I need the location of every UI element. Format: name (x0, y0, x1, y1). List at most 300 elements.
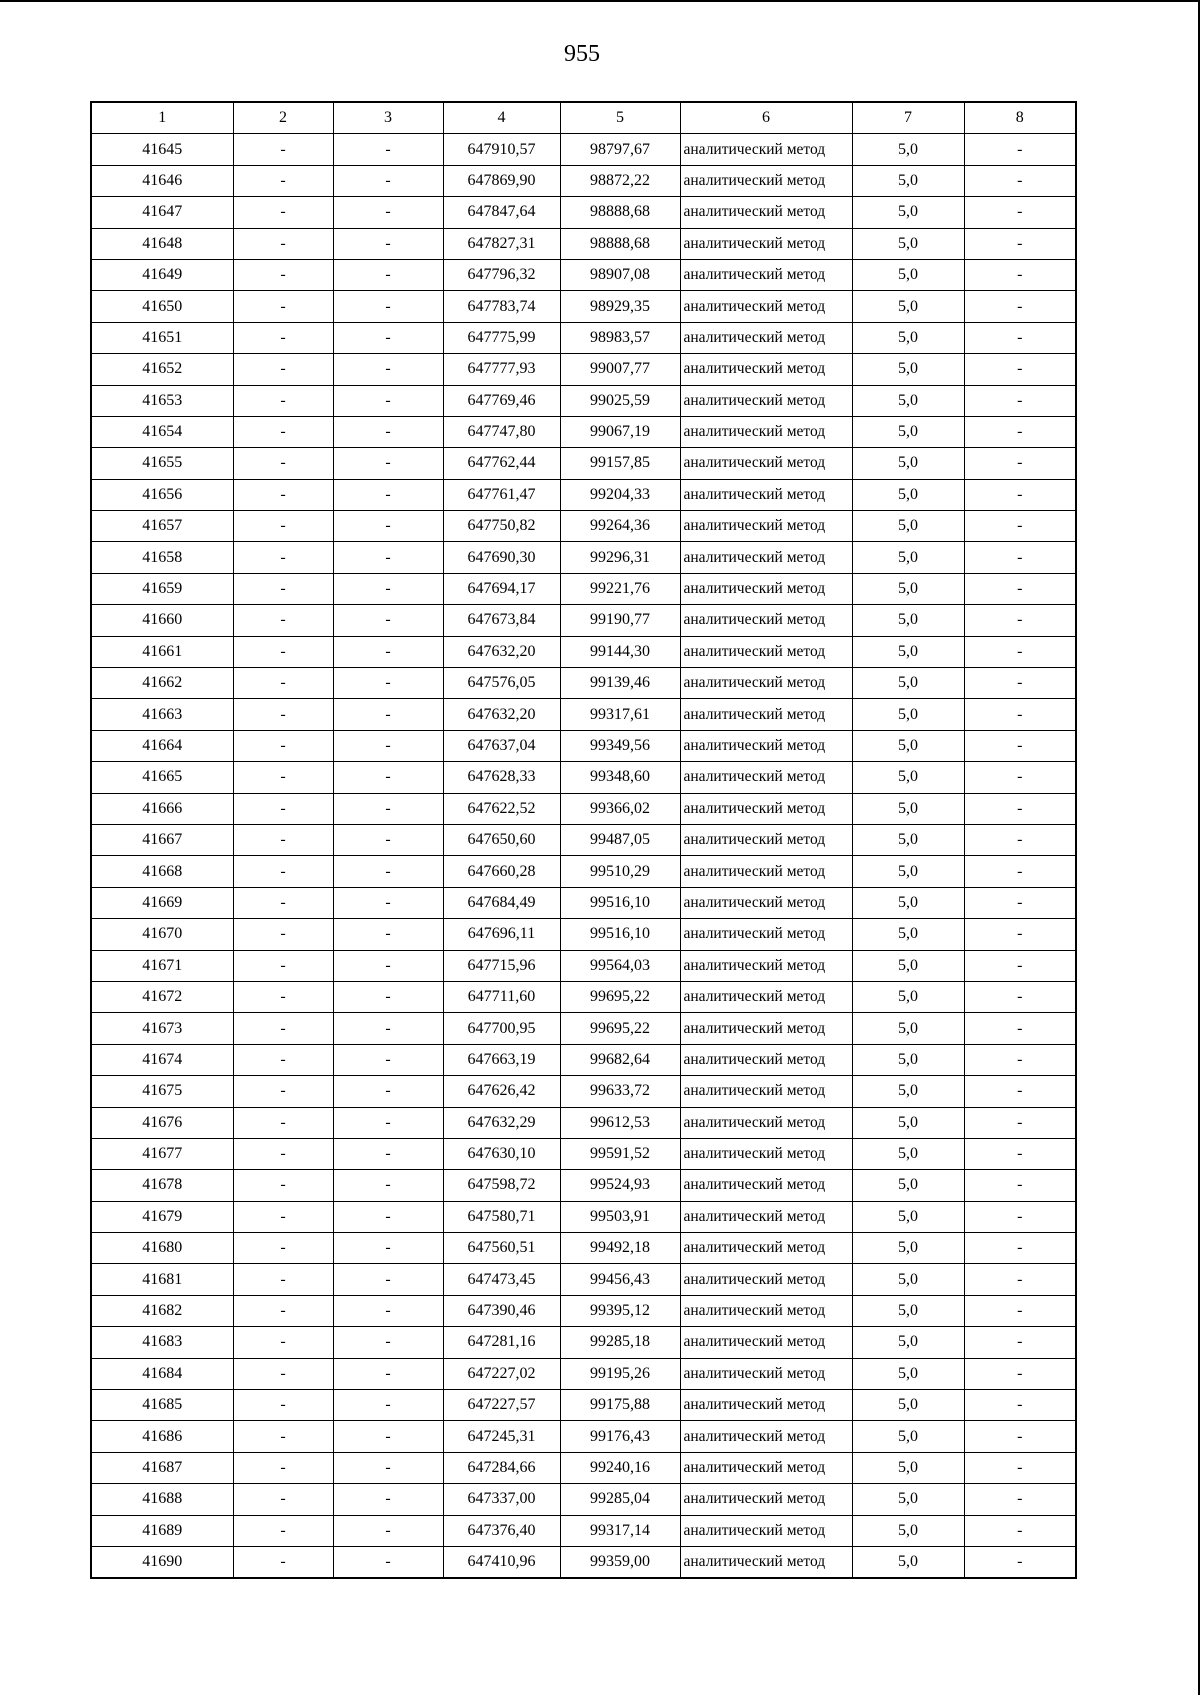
table-cell: - (964, 1515, 1076, 1546)
table-cell: 41647 (91, 197, 233, 228)
table-cell: аналитический метод (680, 1138, 852, 1169)
table-cell: 5,0 (852, 1515, 964, 1546)
table-cell: 41678 (91, 1170, 233, 1201)
table-cell: 99633,72 (560, 1076, 680, 1107)
table-cell: - (964, 322, 1076, 353)
table-row (91, 322, 1076, 353)
table-cell: 5,0 (852, 1546, 964, 1578)
table-row (91, 1076, 1076, 1107)
table-cell: 5,0 (852, 1452, 964, 1483)
table-cell: 5,0 (852, 950, 964, 981)
table-cell: - (964, 228, 1076, 259)
table-cell: 99510,29 (560, 856, 680, 887)
table-cell: - (233, 950, 333, 981)
table-cell: 647783,74 (443, 291, 560, 322)
table-cell: - (333, 1452, 443, 1483)
table-cell: 5,0 (852, 1233, 964, 1264)
table-cell: 41686 (91, 1421, 233, 1452)
table-cell: 5,0 (852, 291, 964, 322)
table-cell: 99516,10 (560, 887, 680, 918)
table-cell: 647598,72 (443, 1170, 560, 1201)
table-cell: 5,0 (852, 1390, 964, 1421)
table-cell: 647747,80 (443, 416, 560, 447)
table-cell: 647761,47 (443, 479, 560, 510)
table-row (91, 1295, 1076, 1326)
table-cell: - (333, 416, 443, 447)
table-row (91, 511, 1076, 542)
table-cell: 41685 (91, 1390, 233, 1421)
table-cell: 647630,10 (443, 1138, 560, 1169)
table-cell: - (333, 259, 443, 290)
table-cell: 647622,52 (443, 793, 560, 824)
table-cell: 5,0 (852, 919, 964, 950)
table-cell: 41646 (91, 165, 233, 196)
table-cell: - (233, 479, 333, 510)
table-cell: 5,0 (852, 1327, 964, 1358)
table-cell: - (333, 1295, 443, 1326)
table-cell: 647632,29 (443, 1107, 560, 1138)
table-cell: - (233, 1327, 333, 1358)
table-row (91, 668, 1076, 699)
table-cell: - (233, 636, 333, 667)
table-cell: аналитический метод (680, 636, 852, 667)
table-cell: 647473,45 (443, 1264, 560, 1295)
table-cell: 647245,31 (443, 1421, 560, 1452)
table-cell: 41666 (91, 793, 233, 824)
table-cell: 647762,44 (443, 448, 560, 479)
table-cell: - (333, 291, 443, 322)
table-cell: - (964, 1138, 1076, 1169)
table-cell: аналитический метод (680, 1076, 852, 1107)
table-cell: аналитический метод (680, 605, 852, 636)
table-row (91, 1233, 1076, 1264)
table-row (91, 1421, 1076, 1452)
table-cell: - (964, 448, 1076, 479)
table-cell: - (333, 824, 443, 855)
table-cell: 5,0 (852, 1044, 964, 1075)
table-cell: 41670 (91, 919, 233, 950)
table-cell: 98872,22 (560, 165, 680, 196)
table-cell: - (964, 1327, 1076, 1358)
table-cell: 647827,31 (443, 228, 560, 259)
table-cell: - (964, 1452, 1076, 1483)
table-cell: 41645 (91, 134, 233, 165)
table-row (91, 1546, 1076, 1578)
table-cell: 99195,26 (560, 1358, 680, 1389)
table-cell: аналитический метод (680, 1295, 852, 1326)
table-cell: 99456,43 (560, 1264, 680, 1295)
table-cell: - (333, 1107, 443, 1138)
table-cell: - (333, 887, 443, 918)
table-cell: 99487,05 (560, 824, 680, 855)
table-cell: 41689 (91, 1515, 233, 1546)
table-row (91, 354, 1076, 385)
table-cell: 99285,18 (560, 1327, 680, 1358)
table-cell: 98907,08 (560, 259, 680, 290)
table-cell: 41690 (91, 1546, 233, 1578)
table-cell: - (333, 1138, 443, 1169)
table-cell: 647690,30 (443, 542, 560, 573)
table-cell: 41681 (91, 1264, 233, 1295)
table-cell: - (233, 668, 333, 699)
table-cell: аналитический метод (680, 856, 852, 887)
table-row (91, 1358, 1076, 1389)
table-cell: 647227,57 (443, 1390, 560, 1421)
table-cell: 99366,02 (560, 793, 680, 824)
table-cell: - (333, 1327, 443, 1358)
table-cell: 647673,84 (443, 605, 560, 636)
table-cell: 99007,77 (560, 354, 680, 385)
table-row (91, 1264, 1076, 1295)
table-cell: - (964, 197, 1076, 228)
table-cell: 99591,52 (560, 1138, 680, 1169)
table-cell: - (964, 856, 1076, 887)
table-cell: 41656 (91, 479, 233, 510)
table-cell: 41652 (91, 354, 233, 385)
table-cell: 99492,18 (560, 1233, 680, 1264)
table-cell: - (964, 1076, 1076, 1107)
table-cell: 99285,04 (560, 1484, 680, 1515)
table-cell: - (233, 762, 333, 793)
table-cell: 98797,67 (560, 134, 680, 165)
table-row (91, 856, 1076, 887)
table-cell: - (333, 668, 443, 699)
table-row (91, 950, 1076, 981)
table-cell: 647580,71 (443, 1201, 560, 1232)
table-cell: 5,0 (852, 385, 964, 416)
table-cell: 647410,96 (443, 1546, 560, 1578)
table-cell: 5,0 (852, 1107, 964, 1138)
table-cell: - (964, 354, 1076, 385)
table-row (91, 134, 1076, 165)
table-cell: аналитический метод (680, 165, 852, 196)
table-cell: - (333, 165, 443, 196)
table-cell: 5,0 (852, 1013, 964, 1044)
table-cell: - (233, 1546, 333, 1578)
table-cell: аналитический метод (680, 134, 852, 165)
table-cell: 41676 (91, 1107, 233, 1138)
table-cell: аналитический метод (680, 1421, 852, 1452)
table-cell: 41658 (91, 542, 233, 573)
table-cell: аналитический метод (680, 1201, 852, 1232)
table-cell: 5,0 (852, 228, 964, 259)
table-cell: 647560,51 (443, 1233, 560, 1264)
table-row (91, 699, 1076, 730)
table-row (91, 228, 1076, 259)
table-cell: аналитический метод (680, 981, 852, 1012)
table-row (91, 197, 1076, 228)
table-cell: - (964, 1107, 1076, 1138)
table-cell: 647796,32 (443, 259, 560, 290)
table-cell: - (964, 1201, 1076, 1232)
table-row (91, 1107, 1076, 1138)
table-cell: 647637,04 (443, 730, 560, 761)
table-cell: аналитический метод (680, 1515, 852, 1546)
table-cell: - (333, 605, 443, 636)
table-cell: 647663,19 (443, 1044, 560, 1075)
table-cell: - (333, 1546, 443, 1578)
table-cell: 5,0 (852, 1295, 964, 1326)
table-row (91, 1013, 1076, 1044)
table-cell: 647337,00 (443, 1484, 560, 1515)
table-cell: аналитический метод (680, 479, 852, 510)
table-cell: - (233, 259, 333, 290)
table-row (91, 1484, 1076, 1515)
table-cell: 5,0 (852, 1421, 964, 1452)
table-cell: 647376,40 (443, 1515, 560, 1546)
table-cell: - (964, 1421, 1076, 1452)
table-cell: 5,0 (852, 511, 964, 542)
table-cell: 647769,46 (443, 385, 560, 416)
table-cell: аналитический метод (680, 322, 852, 353)
column-header: 1 (91, 102, 233, 134)
table-cell: - (333, 981, 443, 1012)
table-cell: аналитический метод (680, 1044, 852, 1075)
table-cell: 99144,30 (560, 636, 680, 667)
table-cell: - (333, 448, 443, 479)
table-cell: - (964, 573, 1076, 604)
table-cell: - (233, 197, 333, 228)
table-cell: 41688 (91, 1484, 233, 1515)
table-cell: - (233, 730, 333, 761)
table-cell: аналитический метод (680, 228, 852, 259)
table-cell: аналитический метод (680, 1264, 852, 1295)
table-cell: - (964, 1295, 1076, 1326)
table-cell: 647869,90 (443, 165, 560, 196)
table-cell: 647684,49 (443, 887, 560, 918)
column-header: 7 (852, 102, 964, 134)
column-header: 6 (680, 102, 852, 134)
table-cell: 647700,95 (443, 1013, 560, 1044)
table-cell: - (233, 1295, 333, 1326)
table-cell: 98888,68 (560, 228, 680, 259)
table-cell: 99176,43 (560, 1421, 680, 1452)
table-cell: 41671 (91, 950, 233, 981)
table-cell: 647711,60 (443, 981, 560, 1012)
table-cell: - (333, 197, 443, 228)
table-cell: аналитический метод (680, 1327, 852, 1358)
table-cell: 647750,82 (443, 511, 560, 542)
table-cell: - (233, 856, 333, 887)
table-cell: - (964, 605, 1076, 636)
table-cell: - (233, 1170, 333, 1201)
column-header: 8 (964, 102, 1076, 134)
table-cell: аналитический метод (680, 542, 852, 573)
table-cell: 5,0 (852, 165, 964, 196)
table-cell: аналитический метод (680, 1390, 852, 1421)
table-row (91, 291, 1076, 322)
table-cell: аналитический метод (680, 1546, 852, 1578)
table-cell: 99240,16 (560, 1452, 680, 1483)
table-cell: 41651 (91, 322, 233, 353)
table-cell: - (233, 1421, 333, 1452)
table-cell: 98929,35 (560, 291, 680, 322)
table-cell: аналитический метод (680, 668, 852, 699)
table-cell: 99264,36 (560, 511, 680, 542)
table-cell: 5,0 (852, 730, 964, 761)
table-cell: - (964, 1170, 1076, 1201)
table-cell: - (964, 291, 1076, 322)
column-header: 2 (233, 102, 333, 134)
table-cell: - (333, 793, 443, 824)
table-cell: 5,0 (852, 981, 964, 1012)
table-row (91, 1170, 1076, 1201)
table-row (91, 1138, 1076, 1169)
table-cell: 99221,76 (560, 573, 680, 604)
table-cell: 647626,42 (443, 1076, 560, 1107)
table-cell: - (964, 1358, 1076, 1389)
table-cell: аналитический метод (680, 919, 852, 950)
table-cell: 41653 (91, 385, 233, 416)
table-cell: - (333, 385, 443, 416)
table-row (91, 1452, 1076, 1483)
table-cell: 5,0 (852, 762, 964, 793)
table-cell: аналитический метод (680, 1170, 852, 1201)
table-cell: 5,0 (852, 479, 964, 510)
table-cell: - (233, 542, 333, 573)
table-cell: - (333, 1076, 443, 1107)
table-cell: - (964, 762, 1076, 793)
table-cell: - (964, 416, 1076, 447)
table-row (91, 1390, 1076, 1421)
table-cell: - (333, 856, 443, 887)
table-cell: - (233, 887, 333, 918)
table-cell: - (233, 416, 333, 447)
table-cell: - (233, 448, 333, 479)
table-cell: 41667 (91, 824, 233, 855)
table-cell: - (964, 950, 1076, 981)
table-row (91, 448, 1076, 479)
table-row (91, 1327, 1076, 1358)
table-row (91, 730, 1076, 761)
table-cell: аналитический метод (680, 259, 852, 290)
table-cell: 647715,96 (443, 950, 560, 981)
table-cell: аналитический метод (680, 730, 852, 761)
table-cell: 99524,93 (560, 1170, 680, 1201)
table-cell: аналитический метод (680, 1107, 852, 1138)
table-cell: - (964, 1484, 1076, 1515)
table-cell: - (333, 919, 443, 950)
table-cell: 5,0 (852, 605, 964, 636)
table-cell: 41662 (91, 668, 233, 699)
table-cell: - (333, 354, 443, 385)
column-header: 5 (560, 102, 680, 134)
table-cell: 5,0 (852, 636, 964, 667)
table-cell: 5,0 (852, 1138, 964, 1169)
table-row (91, 259, 1076, 290)
table-cell: - (233, 385, 333, 416)
table-cell: - (333, 636, 443, 667)
column-header: 3 (333, 102, 443, 134)
table-cell: - (964, 668, 1076, 699)
table-cell: 99349,56 (560, 730, 680, 761)
table-cell: 41675 (91, 1076, 233, 1107)
table-cell: - (333, 1264, 443, 1295)
table-cell: аналитический метод (680, 416, 852, 447)
table-cell: - (233, 699, 333, 730)
table-cell: 647696,11 (443, 919, 560, 950)
table-cell: - (333, 950, 443, 981)
table-cell: - (964, 134, 1076, 165)
table-cell: 5,0 (852, 1170, 964, 1201)
table-cell: аналитический метод (680, 197, 852, 228)
table-cell: аналитический метод (680, 699, 852, 730)
table-row (91, 165, 1076, 196)
coordinates-table (90, 101, 1077, 1579)
column-header: 4 (443, 102, 560, 134)
table-cell: - (233, 354, 333, 385)
table-cell: 5,0 (852, 1264, 964, 1295)
table-cell: аналитический метод (680, 1358, 852, 1389)
table-cell: аналитический метод (680, 354, 852, 385)
table-cell: 99317,14 (560, 1515, 680, 1546)
table-cell: - (964, 699, 1076, 730)
table-cell: 99695,22 (560, 981, 680, 1012)
table-cell: 5,0 (852, 322, 964, 353)
table-cell: - (233, 1390, 333, 1421)
table-cell: 647576,05 (443, 668, 560, 699)
table-cell: 5,0 (852, 354, 964, 385)
table-cell: 41668 (91, 856, 233, 887)
table-cell: 41663 (91, 699, 233, 730)
table-cell: - (333, 1390, 443, 1421)
table-row (91, 542, 1076, 573)
table-cell: - (964, 1044, 1076, 1075)
table-cell: - (964, 1264, 1076, 1295)
table-cell: - (964, 1546, 1076, 1578)
table-cell: - (333, 1233, 443, 1264)
table-cell: - (333, 762, 443, 793)
table-cell: 41654 (91, 416, 233, 447)
table-cell: - (964, 165, 1076, 196)
table-cell: - (964, 887, 1076, 918)
table-cell: 5,0 (852, 1076, 964, 1107)
table-cell: аналитический метод (680, 824, 852, 855)
table-cell: - (964, 981, 1076, 1012)
table-cell: аналитический метод (680, 793, 852, 824)
table-cell: 99695,22 (560, 1013, 680, 1044)
table-row (91, 573, 1076, 604)
table-cell: 5,0 (852, 542, 964, 573)
table-cell: 41648 (91, 228, 233, 259)
table-row (91, 605, 1076, 636)
table-cell: 98983,57 (560, 322, 680, 353)
table-cell: - (233, 291, 333, 322)
table-cell: - (233, 1138, 333, 1169)
table-cell: 99025,59 (560, 385, 680, 416)
table-cell: 41660 (91, 605, 233, 636)
table-cell: - (233, 793, 333, 824)
table-cell: 647694,17 (443, 573, 560, 604)
table-row (91, 1044, 1076, 1075)
table-cell: 5,0 (852, 416, 964, 447)
table-cell: - (233, 1452, 333, 1483)
table-row (91, 636, 1076, 667)
table-cell: - (233, 1358, 333, 1389)
table-cell: - (964, 730, 1076, 761)
table-cell: 5,0 (852, 573, 964, 604)
table-cell: 5,0 (852, 824, 964, 855)
table-row (91, 824, 1076, 855)
table-cell: - (233, 1515, 333, 1546)
table-cell: 41665 (91, 762, 233, 793)
table-cell: 647632,20 (443, 699, 560, 730)
table-cell: аналитический метод (680, 1233, 852, 1264)
table-cell: - (233, 605, 333, 636)
table-cell: 5,0 (852, 1484, 964, 1515)
table-cell: 99612,53 (560, 1107, 680, 1138)
table-cell: 647660,28 (443, 856, 560, 887)
